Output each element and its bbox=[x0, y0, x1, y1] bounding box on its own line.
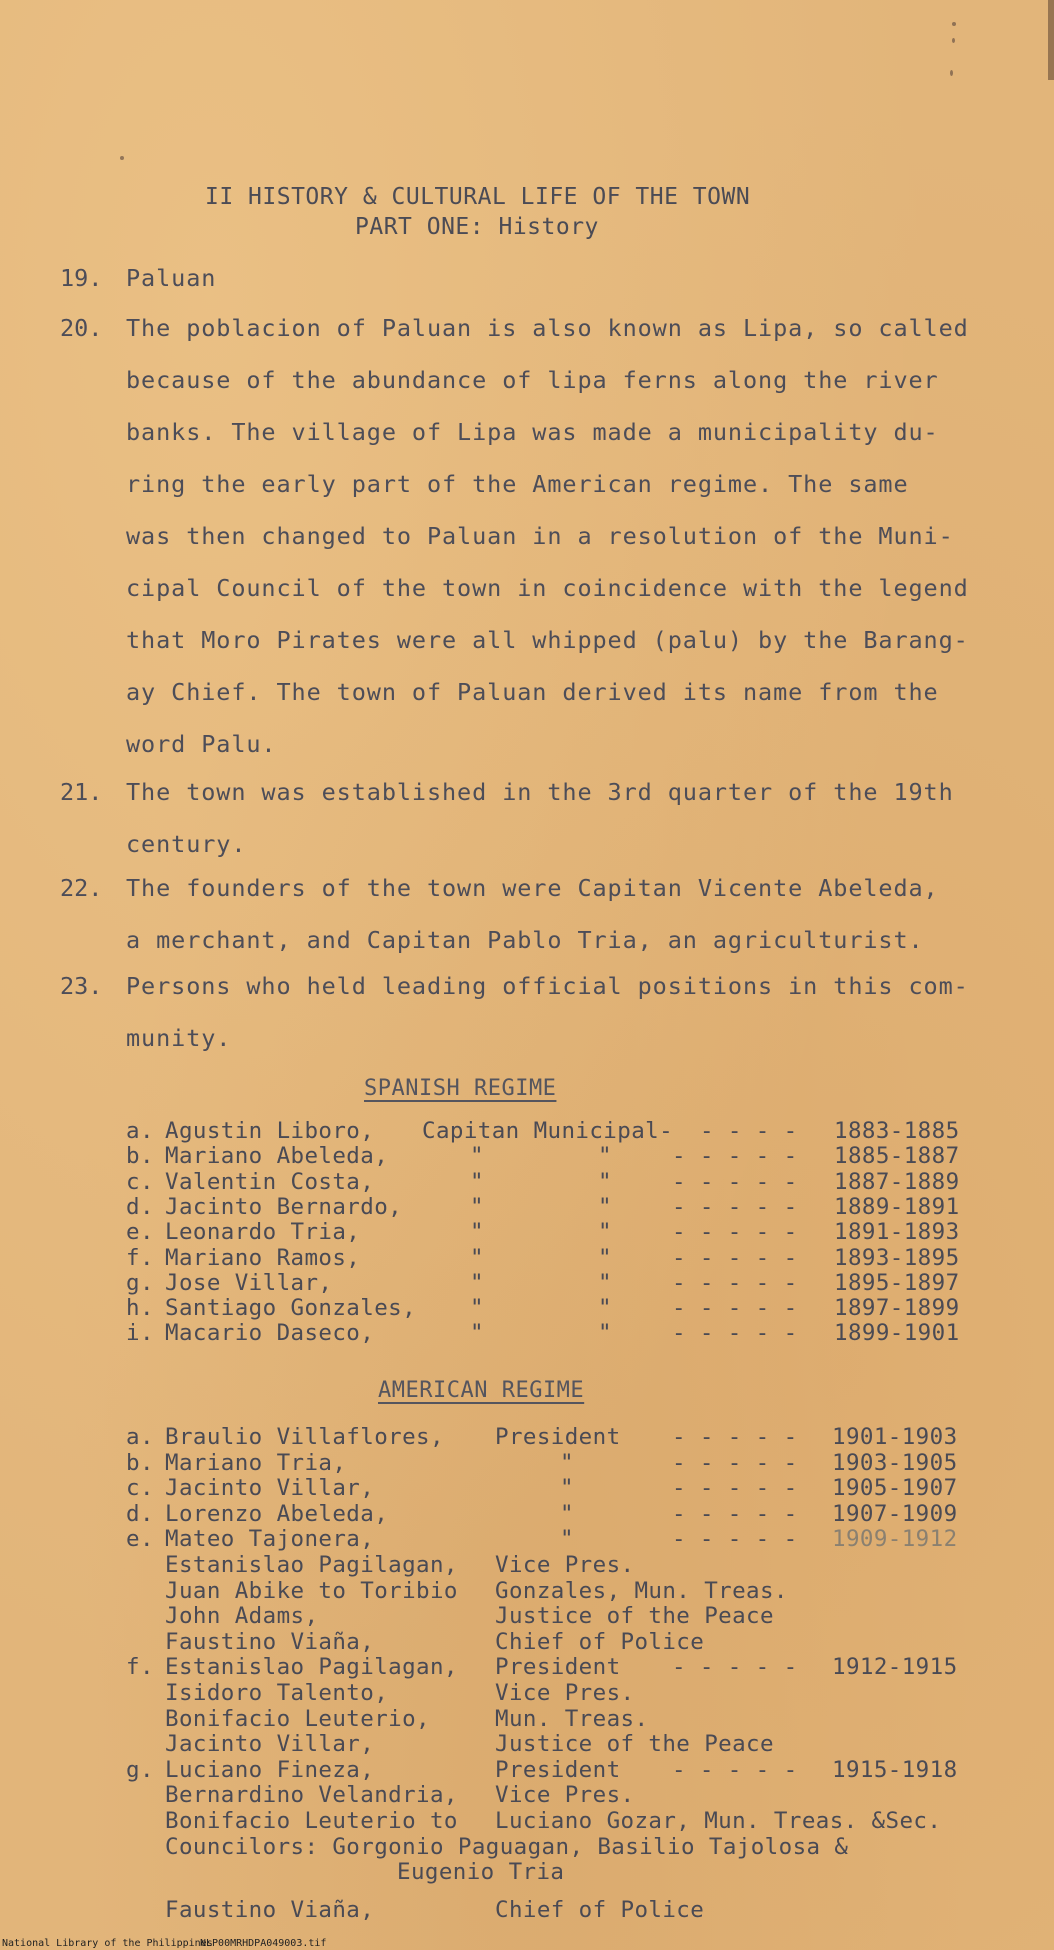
dash-leader: - - - - - bbox=[672, 1654, 798, 1680]
item-number: 23. bbox=[60, 972, 103, 1000]
official-name: Mariano Ramos, bbox=[165, 1245, 361, 1271]
ink-spot bbox=[952, 38, 955, 43]
row-letter: e. bbox=[126, 1526, 154, 1552]
official-name: Agustin Liboro, bbox=[165, 1118, 375, 1144]
ditto-mark: " bbox=[598, 1143, 612, 1169]
ditto-mark: " bbox=[560, 1501, 574, 1527]
row-letter: a. bbox=[126, 1118, 154, 1144]
ditto-mark: " bbox=[470, 1194, 484, 1220]
ditto-mark: " bbox=[598, 1245, 612, 1271]
official-name: Bonifacio Leuterio, bbox=[165, 1706, 430, 1732]
official-name: Santiago Gonzales, bbox=[165, 1295, 417, 1321]
official-name: Braulio Villaflores, bbox=[165, 1424, 444, 1450]
ditto-mark: " bbox=[470, 1245, 484, 1271]
official-name: Juan Abike to Toribio bbox=[165, 1578, 458, 1604]
official-name: Estanislao Pagilagan, bbox=[165, 1654, 458, 1680]
ditto-mark: " bbox=[470, 1143, 484, 1169]
dash-leader: - - - - - bbox=[672, 1757, 798, 1783]
official-name: Lorenzo Abeleda, bbox=[165, 1501, 389, 1527]
row-letter: b. bbox=[126, 1450, 154, 1476]
ditto-mark: " bbox=[598, 1320, 612, 1346]
page-subheading: PART ONE: History bbox=[355, 214, 599, 240]
term-years: 1901-1903 bbox=[832, 1424, 958, 1450]
dash-leader: - - - - - bbox=[672, 1245, 798, 1271]
official-position: Justice of the Peace bbox=[495, 1731, 774, 1757]
ditto-mark: " bbox=[470, 1219, 484, 1245]
dash-leader: - - - - - bbox=[672, 1526, 798, 1552]
item-text-line: a merchant, and Capitan Pablo Tria, an agriculturist. bbox=[126, 926, 924, 954]
page-heading: II HISTORY & CULTURAL LIFE OF THE TOWN bbox=[205, 184, 751, 210]
official-position: Mun. Treas. bbox=[495, 1706, 649, 1732]
ditto-mark: " bbox=[598, 1169, 612, 1195]
dash-leader: - - - - bbox=[700, 1118, 798, 1144]
ditto-mark: " bbox=[560, 1475, 574, 1501]
dash-leader: - - - - - bbox=[672, 1295, 798, 1321]
row-letter: c. bbox=[126, 1169, 154, 1195]
row-letter: a. bbox=[126, 1424, 154, 1450]
term-years: 1885-1887 bbox=[834, 1143, 960, 1169]
ditto-mark: " bbox=[598, 1219, 612, 1245]
item-text-line: because of the abundance of lipa ferns along the river bbox=[126, 366, 939, 394]
dash-leader: - - - - - bbox=[672, 1270, 798, 1296]
dash-leader: - - - - - bbox=[672, 1475, 798, 1501]
official-name: Eugenio Tria bbox=[397, 1859, 565, 1885]
term-years: 1893-1895 bbox=[834, 1245, 960, 1271]
dash-leader: - - - - - bbox=[672, 1169, 798, 1195]
dash-leader: - - - - - bbox=[672, 1143, 798, 1169]
official-position: Vice Pres. bbox=[495, 1680, 635, 1706]
term-years: 1909-1912 bbox=[832, 1526, 958, 1552]
term-years: 1883-1885 bbox=[834, 1118, 960, 1144]
term-years: 1915-1918 bbox=[832, 1757, 958, 1783]
ditto-mark: " bbox=[598, 1295, 612, 1321]
official-name: Valentin Costa, bbox=[165, 1169, 375, 1195]
term-years: 1891-1893 bbox=[834, 1219, 960, 1245]
official-position: President bbox=[495, 1757, 621, 1783]
official-name: Luciano Fineza, bbox=[165, 1757, 375, 1783]
official-name: Faustino Viaña, bbox=[165, 1629, 375, 1655]
official-position: Vice Pres. bbox=[495, 1552, 635, 1578]
item-text-line: The poblacion of Paluan is also known as Lipa, so called bbox=[126, 314, 969, 342]
row-letter: f. bbox=[126, 1245, 154, 1271]
dash-leader: - - - - - bbox=[672, 1450, 798, 1476]
row-letter: d. bbox=[126, 1194, 154, 1220]
term-years: 1897-1899 bbox=[834, 1295, 960, 1321]
item-text-line: cipal Council of the town in coincidence with the legend bbox=[126, 574, 969, 602]
item-text-line: munity. bbox=[126, 1024, 232, 1052]
term-years: 1912-1915 bbox=[832, 1654, 958, 1680]
official-name: Mariano Tria, bbox=[165, 1450, 347, 1476]
term-years: 1889-1891 bbox=[834, 1194, 960, 1220]
official-name: Bernardino Velandria, bbox=[165, 1782, 458, 1808]
item-number: 22. bbox=[60, 874, 103, 902]
ink-spot bbox=[950, 70, 953, 76]
official-name: Jacinto Bernardo, bbox=[165, 1194, 403, 1220]
official-name: Mateo Tajonera, bbox=[165, 1526, 375, 1552]
term-years: 1899-1901 bbox=[834, 1320, 960, 1346]
official-name: Jose Villar, bbox=[165, 1270, 333, 1296]
item-text-line: The founders of the town were Capitan Vicente Abeleda, bbox=[126, 874, 939, 902]
item-text-line: that Moro Pirates were all whipped (palu) by the Barang- bbox=[126, 626, 969, 654]
dash-leader: - - - - - bbox=[672, 1219, 798, 1245]
row-letter: e. bbox=[126, 1219, 154, 1245]
item-text-line: was then changed to Paluan in a resolution of the Muni- bbox=[126, 522, 954, 550]
item-text-line: century. bbox=[126, 830, 247, 858]
item-number: 20. bbox=[60, 314, 103, 342]
dash-leader: - - - - - bbox=[672, 1320, 798, 1346]
ditto-mark: " bbox=[470, 1320, 484, 1346]
page-edge-mark bbox=[1048, 0, 1054, 80]
official-name: Councilors: Gorgonio Paguagan, Basilio Tajolosa & bbox=[165, 1834, 849, 1860]
official-name: Leonardo Tria, bbox=[165, 1219, 361, 1245]
official-position: Vice Pres. bbox=[495, 1782, 635, 1808]
footer-library: National Library of the Philippines bbox=[2, 1938, 213, 1949]
term-years: 1907-1909 bbox=[832, 1501, 958, 1527]
official-name: Mariano Abeleda, bbox=[165, 1143, 389, 1169]
ditto-mark: " bbox=[560, 1450, 574, 1476]
term-years: 1903-1905 bbox=[832, 1450, 958, 1476]
official-name: John Adams, bbox=[165, 1603, 319, 1629]
official-position: Gonzales, Mun. Treas. bbox=[495, 1578, 788, 1604]
official-position: Luciano Gozar, Mun. Treas. &Sec. bbox=[495, 1808, 942, 1834]
item-text-line: The town was established in the 3rd quarter of the 19th bbox=[126, 778, 954, 806]
ditto-mark: " bbox=[598, 1194, 612, 1220]
ditto-mark: " bbox=[470, 1295, 484, 1321]
official-name: Bonifacio Leuterio to bbox=[165, 1808, 458, 1834]
row-letter: g. bbox=[126, 1757, 154, 1783]
official-name: Faustino Viaña, bbox=[165, 1897, 375, 1923]
item-number: 21. bbox=[60, 778, 103, 806]
section-title-spanish-regime: SPANISH REGIME bbox=[364, 1076, 557, 1101]
ink-spot bbox=[120, 156, 124, 160]
term-years: 1887-1889 bbox=[834, 1169, 960, 1195]
official-position: President bbox=[495, 1654, 621, 1680]
row-letter: f. bbox=[126, 1654, 154, 1680]
term-years: 1905-1907 bbox=[832, 1475, 958, 1501]
row-letter: c. bbox=[126, 1475, 154, 1501]
section-title-american-regime: AMERICAN REGIME bbox=[378, 1378, 585, 1403]
row-letter: i. bbox=[126, 1320, 154, 1346]
row-letter: d. bbox=[126, 1501, 154, 1527]
term-years: 1895-1897 bbox=[834, 1270, 960, 1296]
row-letter: h. bbox=[126, 1295, 154, 1321]
official-position: Justice of the Peace bbox=[495, 1603, 774, 1629]
item-number: 19. bbox=[60, 264, 103, 292]
dash-leader: - - - - - bbox=[672, 1424, 798, 1450]
official-name: Jacinto Villar, bbox=[165, 1731, 375, 1757]
item-text-line: Paluan bbox=[126, 264, 217, 292]
ditto-mark: " bbox=[560, 1526, 574, 1552]
ditto-mark: " bbox=[598, 1270, 612, 1296]
item-text-line: ay Chief. The town of Paluan derived its name from the bbox=[126, 678, 939, 706]
official-position: Chief of Police bbox=[495, 1897, 705, 1923]
official-position: President bbox=[495, 1424, 621, 1450]
row-letter: g. bbox=[126, 1270, 154, 1296]
official-position: Capitan Municipal- bbox=[422, 1118, 674, 1144]
ink-spot bbox=[952, 22, 956, 26]
item-text-line: word Palu. bbox=[126, 730, 277, 758]
official-name: Jacinto Villar, bbox=[165, 1475, 375, 1501]
row-letter: b. bbox=[126, 1143, 154, 1169]
dash-leader: - - - - - bbox=[672, 1194, 798, 1220]
item-text-line: Persons who held leading official positions in this com- bbox=[126, 972, 969, 1000]
dash-leader: - - - - - bbox=[672, 1501, 798, 1527]
official-position: Chief of Police bbox=[495, 1629, 705, 1655]
item-text-line: ring the early part of the American regime. The same bbox=[126, 470, 909, 498]
item-text-line: banks. The village of Lipa was made a municipality du- bbox=[126, 418, 939, 446]
official-name: Estanislao Pagilagan, bbox=[165, 1552, 458, 1578]
official-name: Isidoro Talento, bbox=[165, 1680, 389, 1706]
official-name: Macario Daseco, bbox=[165, 1320, 375, 1346]
footer-filename: NLP00MRHDPA049003.tif bbox=[200, 1938, 327, 1949]
ditto-mark: " bbox=[470, 1270, 484, 1296]
ditto-mark: " bbox=[470, 1169, 484, 1195]
